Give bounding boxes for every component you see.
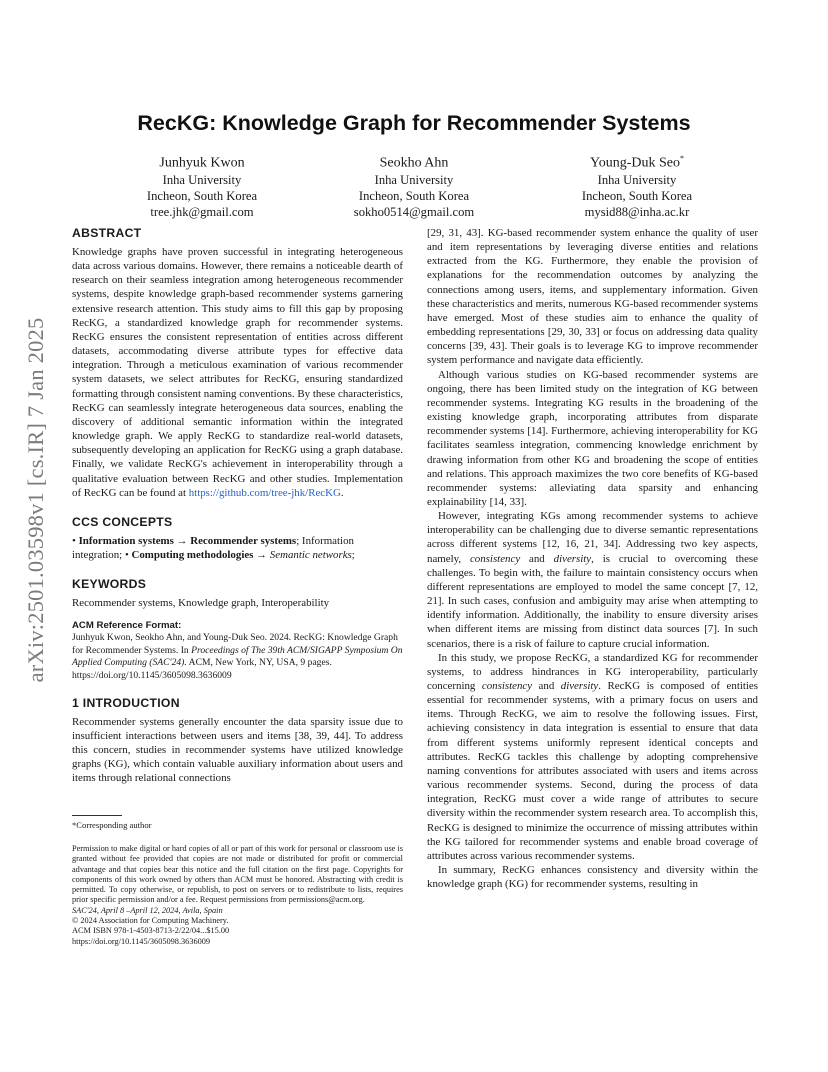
author-email: mysid88@inha.ac.kr <box>584 205 690 220</box>
author-location: Incheon, South Korea <box>146 188 258 203</box>
abstract-text: Knowledge graphs have proven successful in integrating heterogeneous data across various domains. However, there remains a noticeable dearth of research on their seamless integration among heterogeneous recommender systems, despite knowledge graph-based recommender systems garnering extensive research attention. This study aims to fill this gap by proposing RecKG, a standardized knowledge graph for recommender systems. RecKG ensures the consistent representation of entities across different datasets, accommodating diverse attribute types for effective data integration. Through a meticulous examination of various recommender system datasets, we select attributes for RecKG, ensuring standardized formatting through consistent naming conventions. By these characteristics, RecKG can seamlessly integrate heterogeneous data sources, enabling the discovery of additional semantic information within the integrated knowledge graph. We apply RecKG to standardize real-world datasets, subsequently developing an application for RecKG using a graph database. Finally, we validate RecKG's achievement in interoperability through a qualitative evaluation between RecKG and other studies. Implementation of RecKG can be found at https://github.com/tree-jhk/RecKG. <box>72 246 403 499</box>
author-name: Young-Duk Seo <box>590 155 680 171</box>
conference-line: SAC'24, April 8 –April 12, 2024, Avila, Spain <box>72 905 223 915</box>
paragraph: In summary, RecKG enhances consistency and diversity within the knowledge graph (KG) for recommender systems, resulting in <box>427 864 758 891</box>
footnote-rule <box>72 815 122 816</box>
author-block-2 <box>304 150 524 221</box>
ccs-text: • Information systems → Recommender systems; Information integration; • Computing methodologies → Semantic networks; <box>72 534 355 561</box>
keywords-heading: KEYWORDS <box>72 577 147 592</box>
ccs-heading: CCS CONCEPTS <box>72 514 173 529</box>
introduction-text: Recommender systems generally encounter the data sparsity issue due to insufficient interactions between users and items [38, 39, 44]. To address this concern, studies in recommender systems have utilized knowledge graphs (KG), which contain valuable auxiliary information about users and items through relational connections <box>72 715 403 785</box>
author-email: tree.jhk@gmail.com <box>150 205 254 220</box>
permission-block <box>72 844 403 947</box>
acm-reference-label: ACM Reference Format: <box>72 620 182 632</box>
author-affiliation: Inha University <box>374 172 454 187</box>
paragraph: However, integrating KGs among recommender systems to achieve interoperability can be challenging due to diverse semantic representations across different systems [12, 16, 21, 34]. Addressing two key aspects, namely, consistency and diversity, is crucial to overcoming these challenges. To begin with, the failure to maintain consistency occurs when different representations are employed to model the same concept [7, 12, 21]. In such cases, confusion and ambiguity may arise when attempting to identify information. Additionally, the inability to ensure diversity arises when different items are missing from distinct data sources [7]. In such scenarios, there is a risk of failure to capture crucial information. <box>427 510 759 650</box>
permission-text: Permission to make digital or hard copies of all or part of this work for personal or classroom use is granted without fee provided that copies are not made or distributed for profit or commercial advantage and that copies bear this notice and the full citation on the first page. Copyrights for components of this work owned by others than ACM must be honored. Abstracting with credit is permitted. To copy otherwise, or republish, to post on servers or to redistribute to lists, requires prior specific permission and/or a fee. Request permissions from permissions@acm.org. <box>72 844 403 905</box>
keywords-text: Recommender systems, Knowledge graph, Interoperability <box>72 597 330 610</box>
corresponding-author-footnote: *Corresponding author <box>72 820 152 830</box>
right-column <box>427 226 758 891</box>
author-affiliation: Inha University <box>597 172 677 187</box>
paragraph: In this study, we propose RecKG, a standardized KG for recommender systems, to address hindrances in KG interoperability, particularly concerning consistency and diversity. RecKG is composed of entities essential for recommender systems, with a primary focus on users and items. Through RecKG, we aim to resolve the following issues. First, achieving consistency in data integration is essential to ensure that data from different systems uniformly represent identical concepts and attributes. RecKG tackles this challenge by adopting comprehensive naming conventions for attributes associated with users and items across various recommender systems. Second, during the process of data integration, RecKG must cover a wide range of attributes to secure diversity within the recommender system research area. To accomplish this, RecKG is designed to minimize the occurrence of missing attributes within the KG tailored for recommender systems and enable broad coverage of attributes across various recommender systems. <box>427 651 758 862</box>
doi-line: https://doi.org/10.1145/3605098.3636009 <box>72 936 211 946</box>
arxiv-identifier: arXiv:2501.03598v1 [cs.IR] 7 Jan 2025 <box>23 317 48 683</box>
arxiv-side-stamp <box>14 305 58 695</box>
isbn-line: ACM ISBN 978-1-4503-8713-2/22/04...$15.00 <box>72 926 230 936</box>
author-email: sokho0514@gmail.com <box>353 205 475 220</box>
paper-title: RecKG: Knowledge Graph for Recommender Systems <box>137 111 691 135</box>
acm-reference <box>72 620 403 682</box>
author-location: Incheon, South Korea <box>358 188 470 203</box>
left-column <box>72 226 403 785</box>
copyright-line: © 2024 Association for Computing Machinery. <box>72 916 229 926</box>
author-mark: * <box>679 154 684 163</box>
author-block-3 <box>527 150 747 221</box>
author-block-1 <box>92 150 312 221</box>
introduction-heading: 1 INTRODUCTION <box>72 695 180 710</box>
acm-reference-text: Junhyuk Kwon, Seokho Ahn, and Young-Duk Seo. 2024. RecKG: Knowledge Graph for Recommender Systems. In Proceedings of The 39th ACM/SIGAPP Symposium On Applied Computing (SAC'24). ACM, New York, NY, USA, 9 pages. https://doi.org/10.1145/3605098.3636009 <box>72 632 403 682</box>
paragraph: [29, 31, 43]. KG-based recommender system enhance the quality of user and item representations by leveraging diverse entities and relations extracted from the KG. Furthermore, they enable the provision of explanations for the recommendation outcomes by analyzing the connections among users, items, and supplementary information. Given these characteristics and merits, numerous KG-based recommender systems have emerged. Most of these studies aim to enhance the quality of embedding representations [29, 30, 33] or focus on addressing data quality concerns [39, 43]. Their goals is to leverage KG to improve recommender system performance and navigate data efficiently. <box>427 227 758 367</box>
github-link[interactable]: https://github.com/tree-jhk/RecKG <box>188 486 341 499</box>
abstract-heading: ABSTRACT <box>72 226 142 240</box>
paragraph: Although various studies on KG-based recommender systems are ongoing, there has been limited study on the integration of KG between recommender systems. Integrating KG results in the broadening of the existing knowledge graph, incorporating attributes from disparate recommender systems [14]. Furthermore, achieving interoperability for KG facilitates seamless integration, commencing knowledge enrichment by drawing information from other KG and broadening the scope of entities and relations. This approach maximizes the two core benefits of KG-based recommender systems: alleviating data sparsity and enhancing explainability [14, 33]. <box>427 368 758 508</box>
author-location: Incheon, South Korea <box>581 188 693 203</box>
author-affiliation: Inha University <box>162 172 242 187</box>
author-name: Junhyuk Kwon <box>159 155 245 171</box>
author-name: Seokho Ahn <box>379 155 449 171</box>
